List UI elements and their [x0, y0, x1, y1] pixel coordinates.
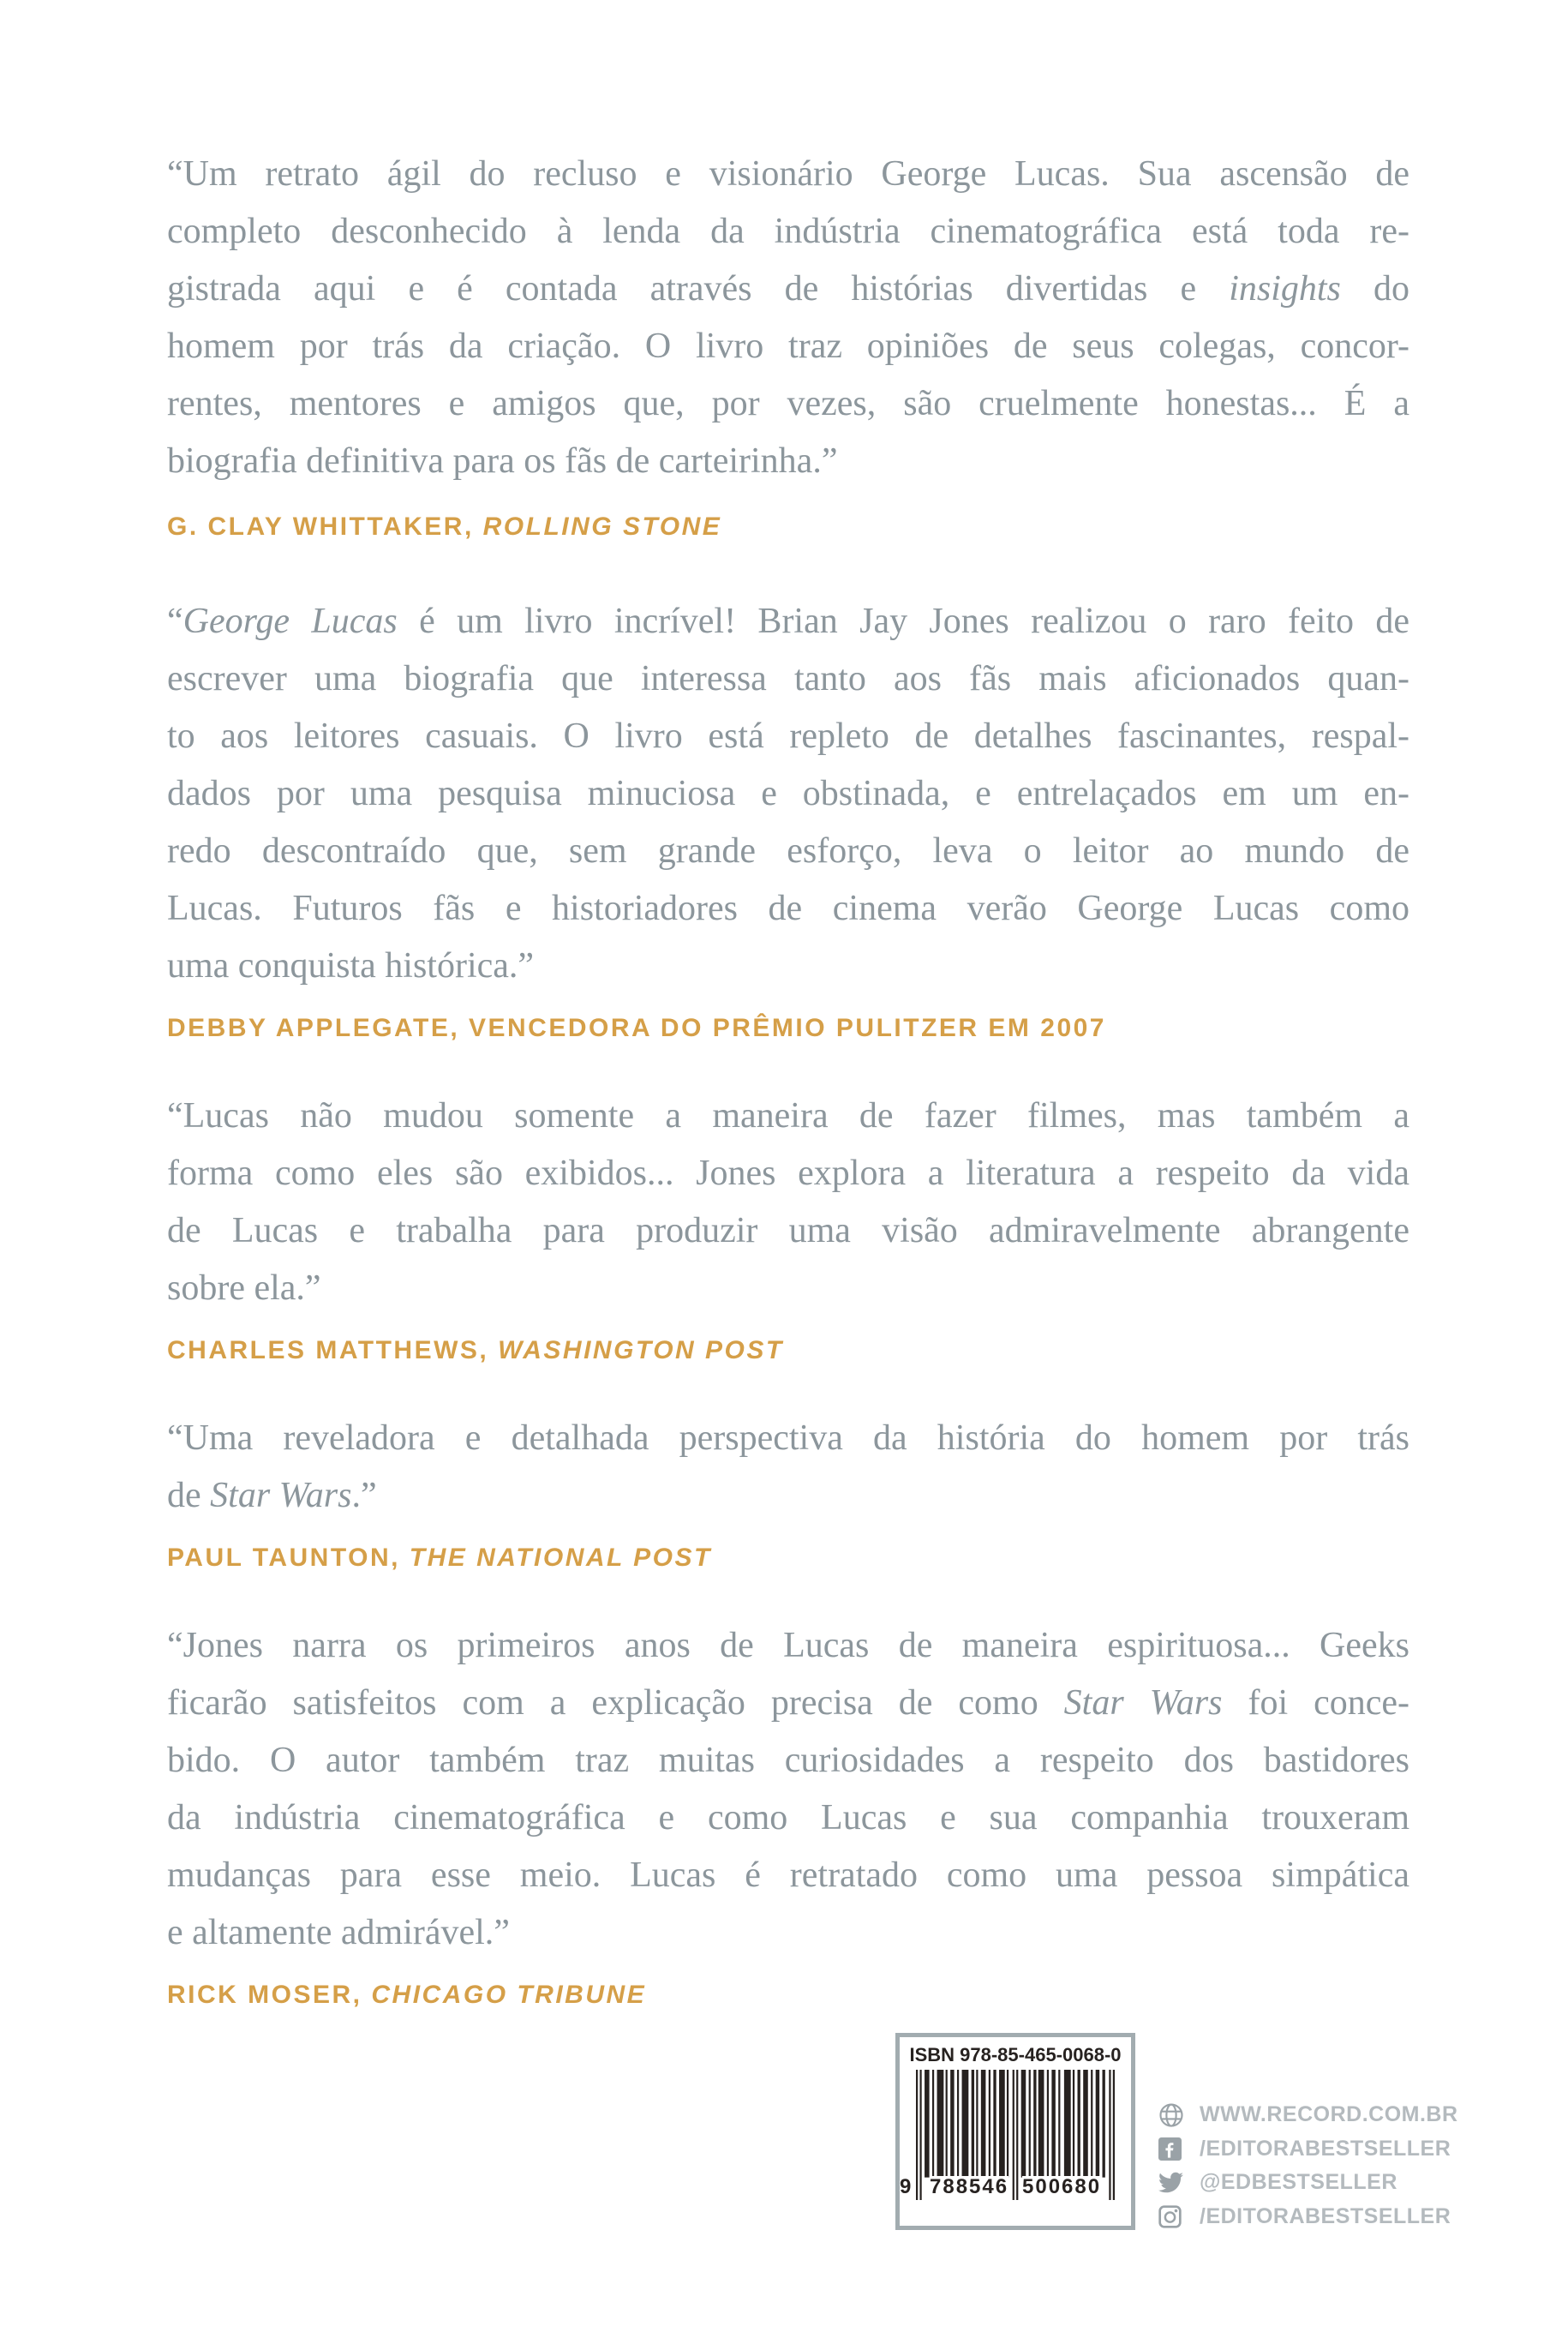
publication-name: THE NATIONAL POST — [409, 1544, 712, 1572]
quote-line: completo desconhecido à lenda da indústria cinematográfica está toda re- — [167, 212, 1409, 251]
quote-line: bido. O autor também traz muitas curiosidades a respeito dos bastidores — [167, 1741, 1409, 1780]
publication-name: WASHINGTON POST — [498, 1336, 784, 1364]
publication-name: CHICAGO TRIBUNE — [371, 1981, 647, 2009]
barcode-digit-group: 788546 — [930, 2175, 1009, 2198]
website-row — [1158, 2098, 1458, 2132]
quote-line: e altamente admirável.” — [167, 1913, 510, 1952]
quote-line: Lucas. Futuros fãs e historiadores de cinema verão George Lucas como — [167, 889, 1409, 928]
review-quote — [167, 1617, 1409, 1962]
quote-line: mudanças para esse meio. Lucas é retratado como uma pessoa simpática — [167, 1855, 1409, 1895]
review-quote — [167, 593, 1409, 995]
instagram-icon — [1158, 2203, 1186, 2229]
reviewer-name: PAUL TAUNTON, — [167, 1544, 410, 1572]
quote-line: redo descontraído que, sem grande esforço, leva o leitor ao mundo de — [167, 831, 1409, 871]
quote-line: to aos leitores casuais. O livro está repleto de detalhes fascinantes, respal- — [167, 716, 1409, 756]
isbn-number: ISBN 978-85-465-0068-0 — [909, 2044, 1122, 2065]
twitter-handle: @EDBESTSELLER — [1200, 2170, 1397, 2195]
quote-line: dados por uma pesquisa minuciosa e obstinada, e entrelaçados em um en- — [167, 774, 1409, 813]
quote-line: sobre ela.” — [167, 1268, 321, 1308]
instagram-row — [1158, 2200, 1458, 2234]
review-attribution — [167, 1335, 1409, 1366]
quote-line: gistrada aqui e é contada através de histórias divertidas e insights do — [167, 269, 1409, 309]
twitter-row — [1158, 2166, 1458, 2200]
barcode-digit-group: 500680 — [1022, 2175, 1102, 2198]
quote-line: “Um retrato ágil do recluso e visionário George Lucas. Sua ascensão de — [167, 154, 1409, 194]
website-url: WWW.RECORD.COM.BR — [1200, 2102, 1458, 2127]
facebook-row — [1158, 2132, 1458, 2167]
ean-barcode — [900, 2070, 1115, 2200]
review-quote — [167, 1088, 1409, 1317]
quote-line: forma como eles são exibidos... Jones explora a literatura a respeito da vida — [167, 1154, 1409, 1193]
quote-line: “Jones narra os primeiros anos de Lucas de maneira espirituosa... Geeks — [167, 1626, 1409, 1665]
quote-line: “George Lucas é um livro incrível! Brian Jay Jones realizou o raro feito de — [167, 602, 1410, 641]
quote-line: uma conquista histórica.” — [167, 946, 535, 986]
quote-line: “Lucas não mudou somente a maneira de fazer filmes, mas também a — [167, 1096, 1409, 1136]
review-attribution — [167, 1013, 1409, 1044]
quote-line: ficarão satisfeitos com a explicação precisa de como Star Wars foi conce- — [167, 1683, 1409, 1723]
quote-line: homem por trás da criação. O livro traz opiniões de seus colegas, concor- — [167, 327, 1409, 366]
review-quote — [167, 146, 1409, 490]
quote-line: de Star Wars.” — [167, 1476, 377, 1515]
reviewer-name: CHARLES MATTHEWS, — [167, 1336, 499, 1364]
barcode-digits — [900, 2175, 1115, 2200]
facebook-handle: /EDITORABESTSELLER — [1200, 2136, 1451, 2161]
review-attribution — [167, 1543, 1409, 1574]
review-quote — [167, 1410, 1409, 1525]
barcode-digit-group: 9 — [900, 2175, 913, 2198]
reviewer-credential: VENCEDORA DO PRÊMIO PULITZER EM 2007 — [469, 1014, 1106, 1042]
review-attribution — [167, 1980, 1409, 2011]
reviewer-name: DEBBY APPLEGATE, — [167, 1014, 469, 1042]
reviewer-name: G. CLAY WHITTAKER, — [167, 513, 483, 541]
publisher-links — [1158, 2098, 1458, 2233]
quote-line: da indústria cinematográfica e como Lucas e sua companhia trouxeram — [167, 1798, 1409, 1837]
globe-icon — [1158, 2102, 1186, 2128]
publication-name: ROLLING STONE — [482, 513, 722, 541]
quote-line: “Uma reveladora e detalhada perspectiva da história do homem por trás — [167, 1418, 1409, 1458]
quote-line: escrever uma biografia que interessa tanto aos fãs mais aficionados quan- — [167, 659, 1409, 698]
twitter-icon — [1158, 2170, 1186, 2196]
isbn-barcode-box — [895, 2033, 1135, 2230]
quote-line: biografia definitiva para os fãs de carteirinha.” — [167, 441, 838, 481]
quote-line: rentes, mentores e amigos que, por vezes, são cruelmente honestas... É a — [167, 384, 1409, 423]
review-attribution — [167, 512, 1409, 543]
instagram-handle: /EDITORABESTSELLER — [1200, 2203, 1451, 2228]
reviewer-name: RICK MOSER, — [167, 1981, 372, 2009]
facebook-icon — [1158, 2136, 1186, 2161]
quote-line: de Lucas e trabalha para produzir uma visão admiravelmente abrangente — [167, 1211, 1409, 1250]
